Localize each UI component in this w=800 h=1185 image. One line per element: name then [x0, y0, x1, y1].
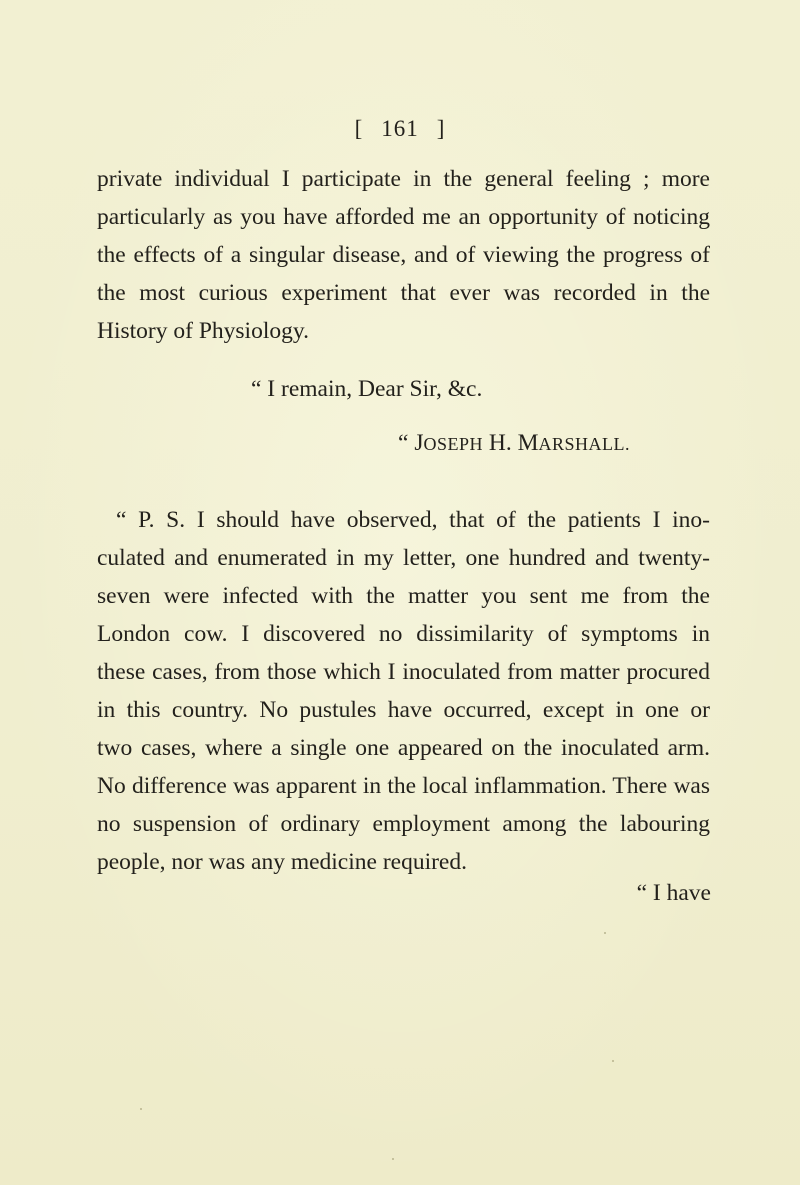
page-number-header	[0, 116, 800, 142]
signature-middle: H.	[488, 430, 512, 456]
catchword: “ I have	[636, 880, 711, 906]
text-line: seven were infected with the matter you sent me from the	[97, 583, 710, 609]
text-line: History of Physiology.	[97, 318, 309, 344]
closing-salutation: “ I remain, Dear Sir, &c.	[251, 376, 483, 402]
text-line: particularly as you have afforded me an opportunity of noticing	[97, 204, 710, 230]
page-number: 161	[381, 116, 419, 141]
paper-speck	[140, 1108, 142, 1110]
text-line: no suspension of ordinary employment among the labouring	[97, 811, 710, 837]
text-line: private individual I participate in the general feeling ; more	[97, 166, 710, 192]
text-line: No difference was apparent in the local inflammation. There was	[97, 773, 710, 799]
signature-first-initial: J	[414, 430, 424, 456]
signature-quote: “	[398, 430, 409, 456]
text-line: London cow. I discovered no dissimilarity of symptoms in	[97, 621, 710, 647]
text-line: “ P. S. I should have observed, that of the patients I ino-	[116, 507, 710, 533]
text-line: the most curious experiment that ever was recorded in the	[97, 280, 710, 306]
text-line: two cases, where a single one appeared on the inoculated arm.	[97, 735, 710, 761]
signature-last-rest: ARSHALL.	[538, 434, 631, 454]
paper-speck	[392, 1158, 394, 1160]
text-line: the effects of a singular disease, and of viewing the progress of	[97, 242, 710, 268]
bracket-open: [	[354, 116, 364, 141]
paper-speck	[612, 1060, 614, 1062]
signature-last-initial: M	[517, 430, 539, 456]
signature	[398, 427, 630, 460]
signature-first-rest: OSEPH	[423, 434, 483, 454]
text-line: these cases, from those which I inoculated from matter procured	[97, 659, 710, 685]
text-line: people, nor was any medicine required.	[97, 849, 467, 875]
text-line: in this country. No pustules have occurred, except in one or	[97, 697, 710, 723]
paper-speck	[604, 932, 606, 934]
text-line: culated and enumerated in my letter, one hundred and twenty-	[97, 545, 710, 571]
bracket-close: ]	[436, 116, 446, 141]
